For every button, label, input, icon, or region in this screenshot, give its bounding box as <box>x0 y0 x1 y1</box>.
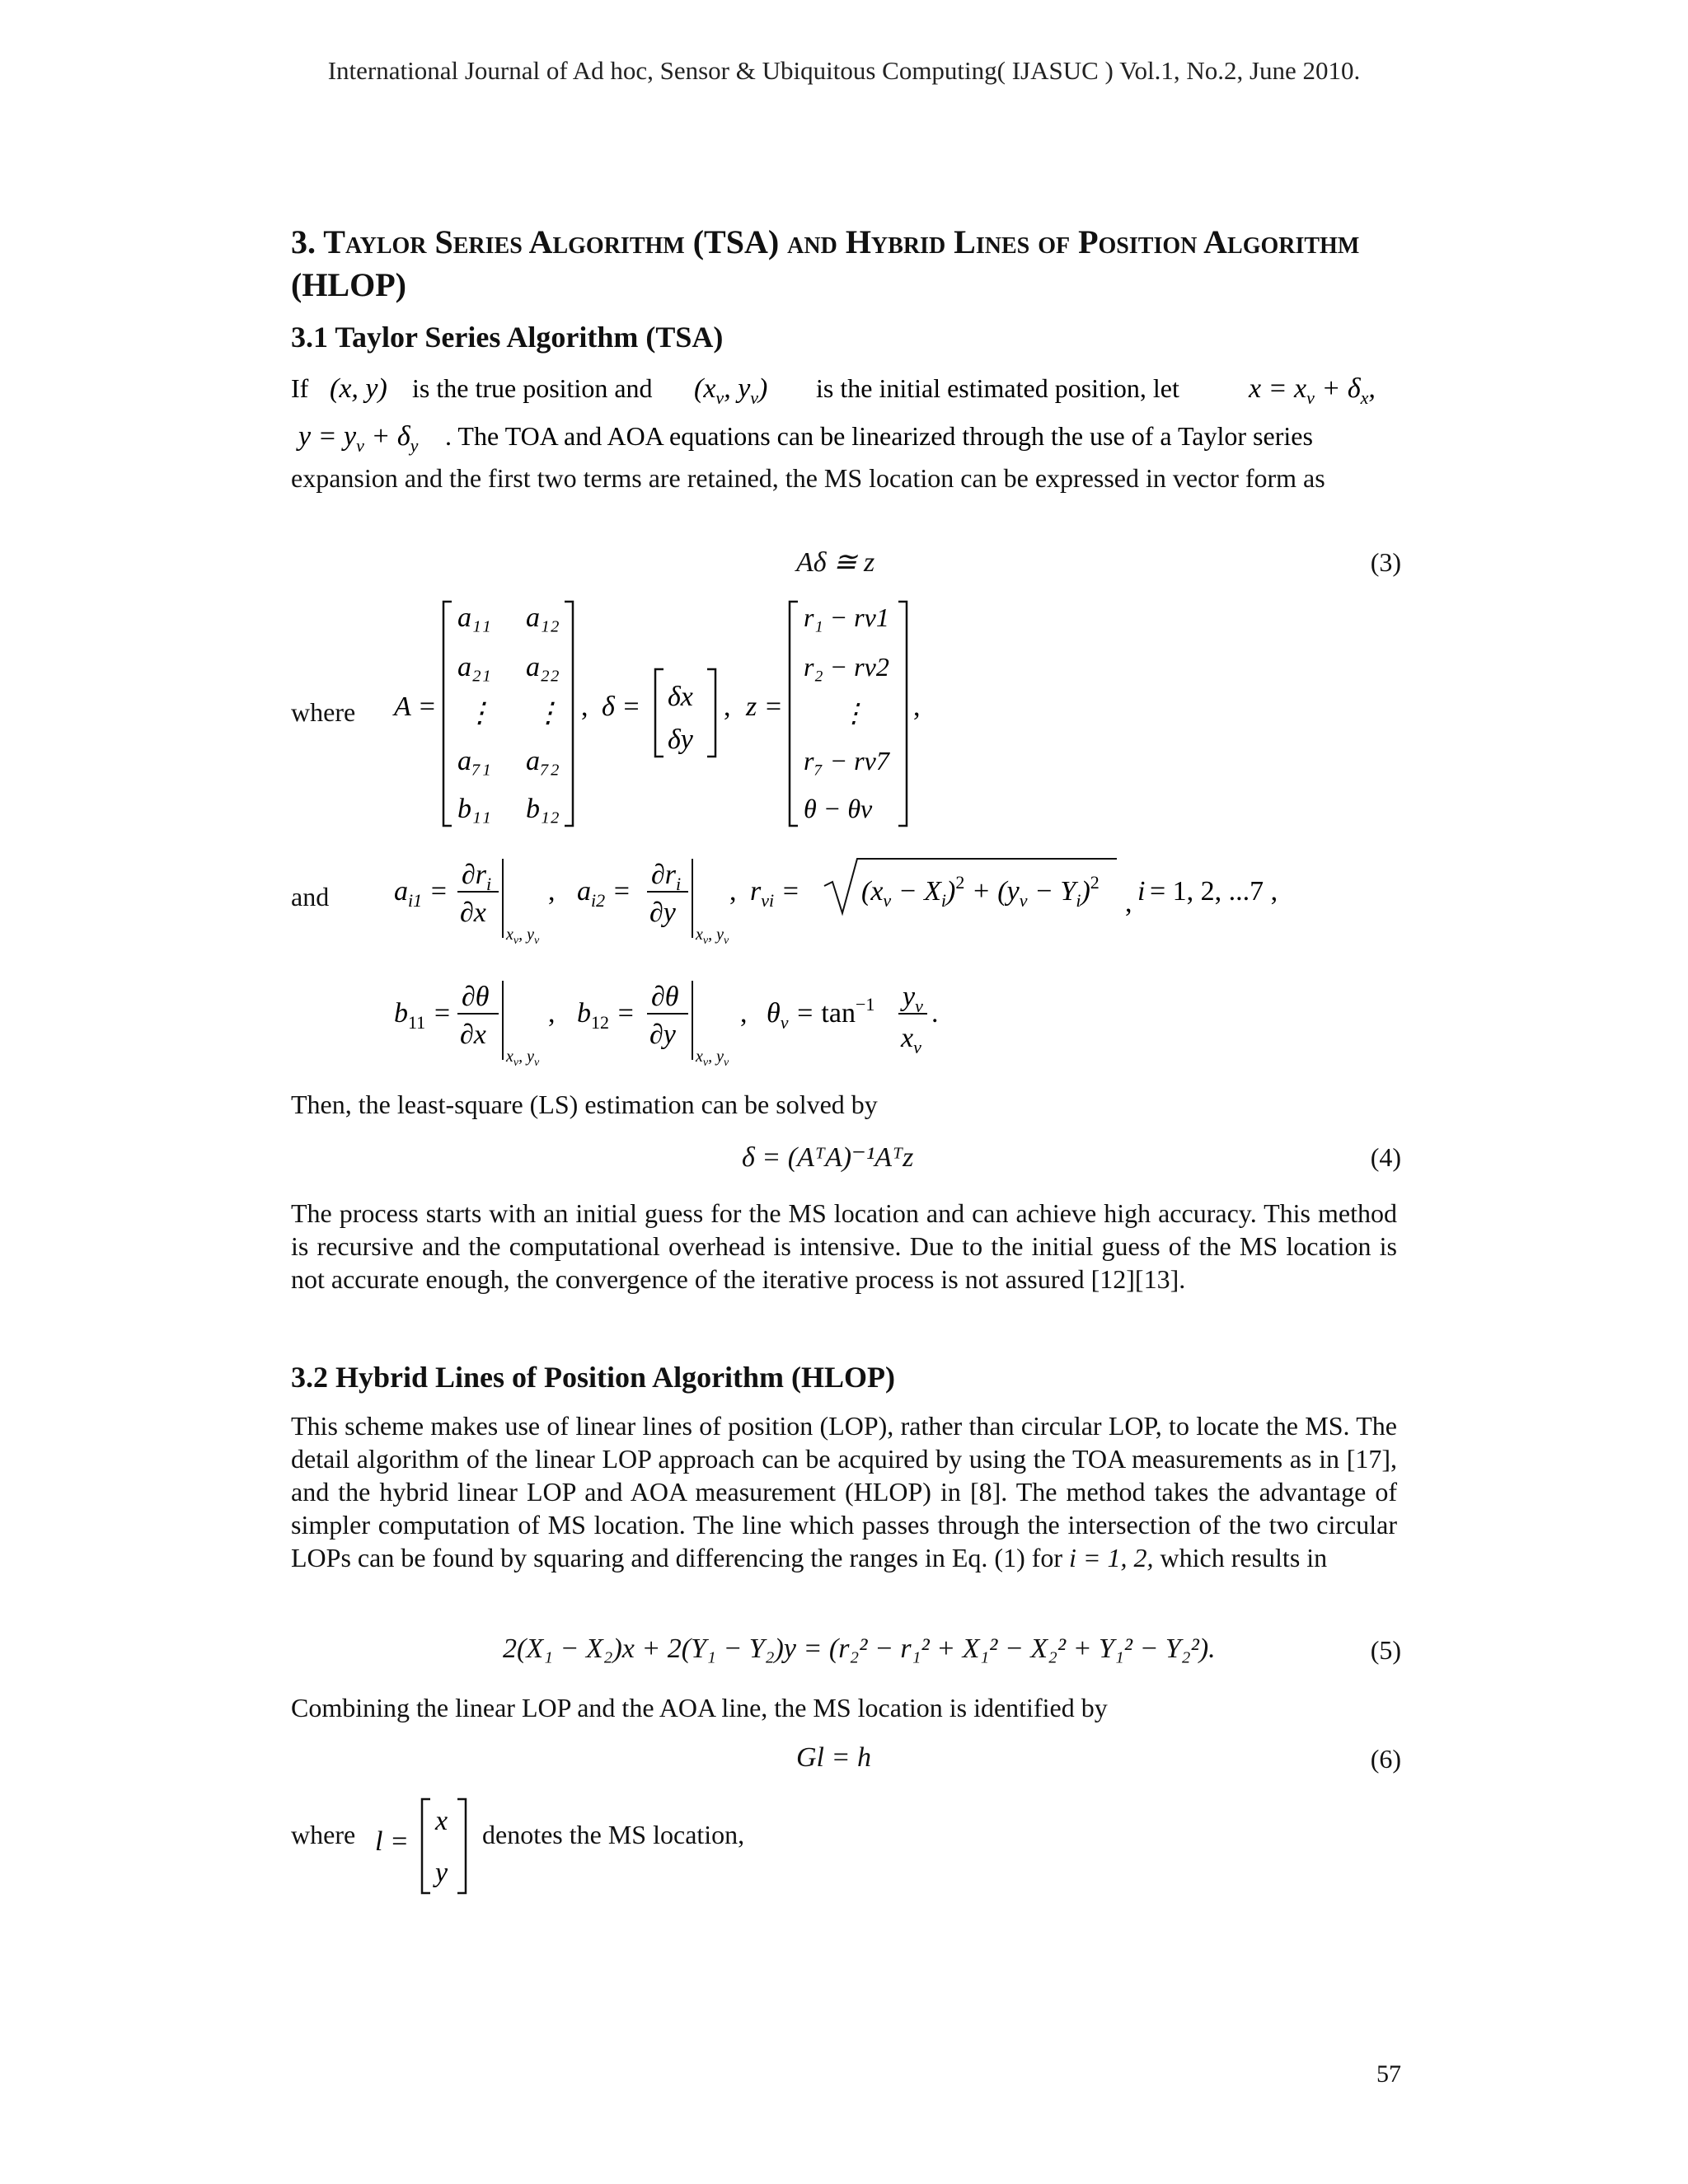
para1-line2: . The TOA and AOA equations can be linearized through the use of a Taylor series <box>445 421 1313 451</box>
svg-text:∂x: ∂x <box>460 1019 486 1050</box>
svg-text:xv, yv: $x_v$, $y_v$ <box>506 926 540 947</box>
matrix-a-bracket-left <box>443 602 452 826</box>
where-label: where <box>291 697 356 727</box>
section-title: 3. Taylor Series Algorithm (TSA) and Hybrid Lines of Position Algorithm (HLOP) <box>291 223 1360 303</box>
matrix-a-cell: a₂₁ <box>457 652 491 682</box>
matrix-a-cell: a₂₂ <box>526 652 560 682</box>
running-head: International Journal of Ad hoc, Sensor & Ubiquitous Computing( IJASUC ) Vol.1, No.2, June 2010. <box>327 56 1361 85</box>
svg-text:xv, yv: $x_v$, $y_v$ <box>696 1047 729 1069</box>
svg-text:.: . <box>931 998 939 1029</box>
vector-z-cell: ⋮ <box>841 698 867 728</box>
svg-text:,: , <box>729 876 737 907</box>
equation-6-number: (6) <box>1370 1744 1401 1774</box>
svg-text:∂y: ∂y <box>649 898 676 928</box>
derivative-definitions <box>0 849 1401 1071</box>
and-label: and <box>291 882 330 912</box>
svg-text:xv, yv: $x_v$, $y_v$ <box>506 1047 540 1069</box>
matrix-a-cell: ⋮ <box>466 698 494 729</box>
svg-text:,: , <box>548 998 556 1029</box>
svg-text:∂θ: ∂θ <box>651 982 679 1012</box>
matrix-a-cell: a₁₁ <box>457 602 491 633</box>
paragraph-combining: Combining the linear LOP and the AOA line, the MS location is identified by <box>291 1693 1108 1722</box>
where-label-2: where <box>291 1820 356 1849</box>
inline-math-xy: (x, y) <box>330 373 387 404</box>
matrix-a-cell: a₇₂ <box>526 746 560 776</box>
subsection-title-tsa: 3.1 Taylor Series Algorithm (TSA) <box>291 321 724 354</box>
eq-theta-v: $\theta_v = \tan^{-1}$ <box>767 994 875 1033</box>
equation-3-number: (3) <box>1370 547 1401 577</box>
svg-text:,: , <box>581 691 588 722</box>
matrix-a-cell: a₁₂ <box>526 602 560 633</box>
subsection-title-hlop: 3.2 Hybrid Lines of Position Algorithm (HLOP) <box>291 1361 896 1394</box>
paragraph-process: The process starts with an initial guess for the MS location and can achieve high accuracy. This method is recursive and the computational overhead is intensive. Due to the initial guess of the MS location is not accurate enough, the convergence of the iterative process is not assured [12][13]. <box>291 1198 1397 1294</box>
para1-word-if: If <box>291 373 309 403</box>
para1-line3: expansion and the first two terms are retained, the MS location can be expressed in vector form as <box>291 463 1325 493</box>
svg-text:i: i <box>1137 876 1146 907</box>
vector-z-bracket-right <box>898 602 907 826</box>
vector-z-cell: θ − θv <box>804 794 873 823</box>
equation-4-number: (4) <box>1370 1142 1401 1172</box>
vector-delta-bracket-left <box>655 669 663 757</box>
equation-3: Aδ ≅ z <box>796 547 875 578</box>
paragraph-hlop-tail: which results in <box>1160 1543 1328 1572</box>
svg-text:∂y: ∂y <box>649 1019 676 1050</box>
paragraph-ls: Then, the least-square (LS) estimation can be solved by <box>291 1090 878 1119</box>
svg-text:,: , <box>740 998 748 1029</box>
vector-z-entries <box>804 602 891 823</box>
svg-text:,: , <box>724 691 731 722</box>
svg-text:∂ri: $\partial r_i$ <box>462 860 492 894</box>
eq-b12: $b_{12}$ = <box>577 998 635 1033</box>
para1-true-position: is the true position and <box>412 373 653 403</box>
svg-text:xv, yv: $x_v$, $y_v$ <box>696 926 729 947</box>
inline-math-i-range: i = 1, 2, <box>1069 1543 1154 1572</box>
svg-text:x: x <box>435 1806 448 1836</box>
inline-math-xv-yv: ($x_v$, $y_v$) <box>694 373 768 408</box>
paragraph-hlop <box>291 1409 1397 1574</box>
matrix-a-cell: b₁₁ <box>457 794 491 824</box>
svg-text:xv: $x_v$ <box>901 1023 921 1057</box>
matrix-a-entries <box>457 602 562 824</box>
vector-delta-label: δ = <box>602 691 641 722</box>
svg-text:yv: $y_v$ <box>903 982 923 1016</box>
vector-z-cell: r₇ − rv7 <box>804 746 889 776</box>
denotes-text: denotes the MS location, <box>482 1820 745 1849</box>
matrix-a-label: A = <box>394 691 437 722</box>
svg-text:,: , <box>913 691 921 722</box>
matrix-a-cell: a₇₁ <box>457 746 491 776</box>
matrix-definitions <box>0 593 1154 841</box>
vector-z-label: z = <box>746 691 783 722</box>
inline-math-x-eq: $x = x_v + \delta_x$, <box>1249 373 1376 408</box>
vector-delta-cell: δy <box>668 724 693 755</box>
svg-text:= 1, 2, ...7 ,: = 1, 2, ...7 , <box>1150 876 1278 907</box>
paragraph-hlop-text: This scheme makes use of linear lines of position (LOP), rather than circular LOP, to locate the MS. The detail algorithm of the linear LOP approach can be acquired by using the TOA measurements as in [17], and the hybrid linear LOP and AOA measurement (HLOP) in [8]. The method takes the advantage of simpler computation of MS location. The line which passes through the intersection of the two circular LOPs can be found by squaring and differencing the ranges in Eq. (1) for <box>291 1411 1397 1572</box>
page-number: 57 <box>1376 2060 1401 2088</box>
vector-z-cell: r₂ − rv2 <box>804 652 889 682</box>
equation-4: δ = (AᵀA)⁻¹Aᵀz <box>742 1142 914 1173</box>
vector-z-cell: r₁ − rv1 <box>804 602 889 632</box>
svg-text:∂ri: $\partial r_i$ <box>651 860 682 894</box>
eq-ai1: $a_{i1}$ = <box>394 876 448 911</box>
svg-text:y: y <box>435 1858 448 1888</box>
svg-text:,: , <box>548 876 556 907</box>
eq-ai2: $a_{i2}$ = <box>577 876 631 911</box>
eq-rvi: $r_{vi}$ = <box>750 876 800 911</box>
vector-delta-bracket-right <box>707 669 715 757</box>
svg-text:∂x: ∂x <box>460 898 486 928</box>
vector-z-bracket-left <box>790 602 798 826</box>
eq-b11: $b_{11}$ = <box>394 998 452 1033</box>
svg-text:,: , <box>1125 888 1132 918</box>
svg-text:∂θ: ∂θ <box>462 982 490 1012</box>
matrix-a-cell: b₁₂ <box>526 794 560 824</box>
svg-text:l =: l = <box>375 1826 409 1857</box>
vector-delta-cell: δx <box>668 682 693 712</box>
equation-5-number: (5) <box>1370 1635 1401 1665</box>
matrix-a-bracket-right <box>565 602 573 826</box>
equation-6: Gl = h <box>796 1742 871 1773</box>
matrix-a-cell: ⋮ <box>534 698 562 729</box>
equation-5: 2(X₁ − X₂)x + 2(Y₁ − Y₂)y = (r₂² − r₁² + X₁² − X₂² + Y₁² − Y₂²). <box>503 1633 1216 1664</box>
para1-initial-estimated: is the initial estimated position, let <box>816 373 1179 403</box>
inline-math-y-eq: $y = y_v + \delta_y$ <box>298 421 419 456</box>
svg-text:(xv − Xi)2 + (yv − Yi)2: $(x_v - X_i)^2 + (y_v - Y_i)^2$ <box>861 872 1100 911</box>
